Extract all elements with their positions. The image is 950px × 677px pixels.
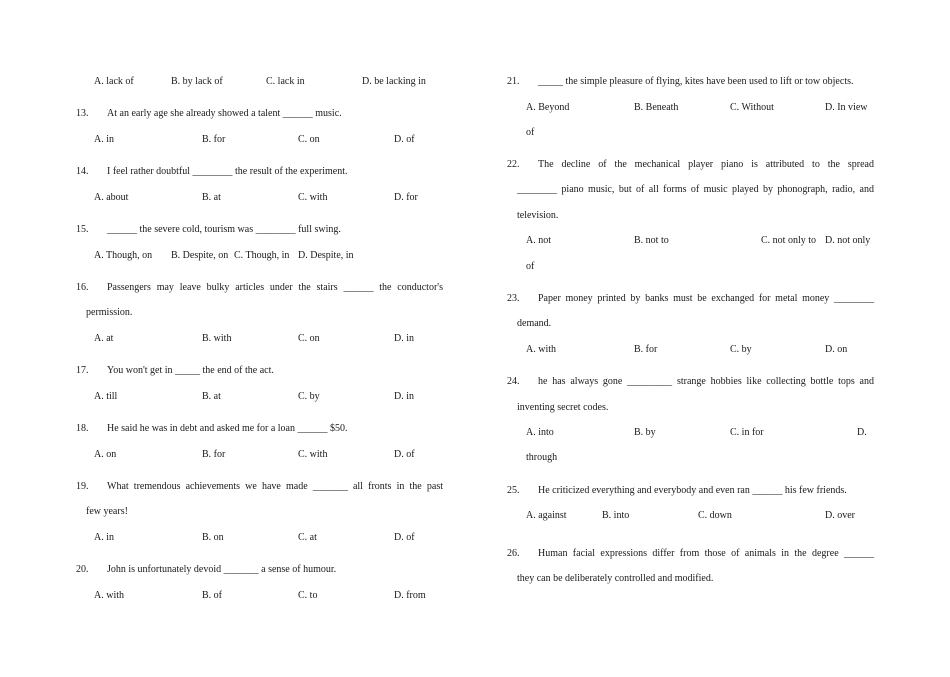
question-number: 14. bbox=[76, 166, 89, 177]
option-b: B. by lack of bbox=[171, 76, 223, 87]
option-a: A. Though, on bbox=[94, 250, 153, 261]
option-b: B. for bbox=[202, 134, 226, 145]
option-c: C. by bbox=[730, 344, 752, 355]
option-d: D. be lacking in bbox=[362, 76, 426, 87]
option-c: C. to bbox=[298, 590, 318, 601]
option-a: A. with bbox=[526, 344, 556, 355]
option-d: D. not only bbox=[825, 235, 871, 246]
option-b: B. at bbox=[202, 391, 221, 402]
option-d: D. In view bbox=[825, 102, 868, 113]
option-a: A. at bbox=[94, 333, 114, 344]
question-number: 16. bbox=[76, 282, 89, 293]
question-text: You won't get in _____ the end of the act. bbox=[107, 365, 274, 376]
question-text: ______ the severe cold, tourism was ________ full swing. bbox=[107, 224, 341, 235]
question-number: 18. bbox=[76, 423, 89, 434]
option-b: B. of bbox=[202, 590, 222, 601]
question-text: he has always gone _________ strange hobbies like collecting bottle tops and bbox=[538, 376, 874, 387]
option-a: A. lack of bbox=[94, 76, 134, 87]
question-number: 24. bbox=[507, 376, 520, 387]
option-c: C. Without bbox=[730, 102, 774, 113]
option-a: A. in bbox=[94, 532, 114, 543]
option-b: B. Beneath bbox=[634, 102, 679, 113]
option-a: A. on bbox=[94, 449, 117, 460]
option-a: A. with bbox=[94, 590, 124, 601]
question-text: _____ the simple pleasure of flying, kites have been used to lift or tow objects. bbox=[538, 76, 854, 87]
option-a: A. till bbox=[94, 391, 118, 402]
question-number: 26. bbox=[507, 548, 520, 559]
question-number: 15. bbox=[76, 224, 89, 235]
question-text: He criticized everything and everybody and even ran ______ his few friends. bbox=[538, 485, 847, 496]
question-text-continued: television. bbox=[517, 210, 559, 221]
option-c: C. on bbox=[298, 333, 320, 344]
option-d: D. from bbox=[394, 590, 426, 601]
question-number: 20. bbox=[76, 564, 89, 575]
option-a: A. in bbox=[94, 134, 114, 145]
option-a: A. against bbox=[526, 510, 567, 521]
option-c: C. lack in bbox=[266, 76, 305, 87]
question-text: Paper money printed by banks must be exchanged for metal money ________ bbox=[538, 293, 874, 304]
option-d: D. bbox=[857, 427, 867, 438]
option-d: D. over bbox=[825, 510, 855, 521]
option-c: C. by bbox=[298, 391, 320, 402]
question-number: 25. bbox=[507, 485, 520, 496]
question-text: What tremendous achievements we have made _______ all fronts in the past bbox=[107, 481, 443, 492]
question-text: Human facial expressions differ from those of animals in the degree ______ bbox=[538, 548, 874, 559]
option-d: D. Despite, in bbox=[298, 250, 354, 261]
question-text-continued: ________ piano music, but of all forms of music played by phonograph, radio, and bbox=[517, 184, 874, 195]
option-b: B. by bbox=[634, 427, 656, 438]
option-b: B. not to bbox=[634, 235, 669, 246]
option-c: C. at bbox=[298, 532, 317, 543]
question-text-continued: permission. bbox=[86, 307, 133, 318]
option-a: A. about bbox=[94, 192, 129, 203]
option-c: C. in for bbox=[730, 427, 764, 438]
question-text: I feel rather doubtful ________ the result of the experiment. bbox=[107, 166, 348, 177]
option-d-continued: of bbox=[526, 261, 535, 272]
option-c: C. on bbox=[298, 134, 320, 145]
question-text-continued: inventing secret codes. bbox=[517, 402, 609, 413]
option-d: D. in bbox=[394, 391, 414, 402]
option-b: B. Despite, on bbox=[171, 250, 229, 261]
option-b: B. for bbox=[202, 449, 226, 460]
question-number: 23. bbox=[507, 293, 520, 304]
option-d: D. of bbox=[394, 532, 415, 543]
question-text: He said he was in debt and asked me for a loan ______ $50. bbox=[107, 423, 348, 434]
option-d: D. of bbox=[394, 449, 415, 460]
option-d: D. on bbox=[825, 344, 848, 355]
question-text-continued: few years! bbox=[86, 506, 128, 517]
option-d: D. for bbox=[394, 192, 418, 203]
question-number: 21. bbox=[507, 76, 520, 87]
option-d-continued: through bbox=[526, 452, 558, 463]
question-text: At an early age she already showed a talent ______ music. bbox=[107, 108, 342, 119]
option-c: C. with bbox=[298, 449, 328, 460]
question-text: The decline of the mechanical player piano is attributed to the spread bbox=[538, 159, 874, 170]
option-b: B. with bbox=[202, 333, 232, 344]
option-d-continued: of bbox=[526, 127, 535, 138]
option-a: A. into bbox=[526, 427, 554, 438]
question-number: 17. bbox=[76, 365, 89, 376]
question-text-continued: they can be deliberately controlled and modified. bbox=[517, 573, 714, 584]
question-text: Passengers may leave bulky articles under the stairs ______ the conductor's bbox=[107, 282, 443, 293]
option-c: C. down bbox=[698, 510, 732, 521]
option-a: A. not bbox=[526, 235, 551, 246]
question-text: John is unfortunately devoid _______ a sense of humour. bbox=[107, 564, 337, 575]
option-c: C. not only to bbox=[761, 235, 817, 246]
option-c: C. Though, in bbox=[234, 250, 290, 261]
option-b: B. for bbox=[634, 344, 658, 355]
option-b: B. on bbox=[202, 532, 224, 543]
option-b: B. into bbox=[602, 510, 630, 521]
option-d: D. in bbox=[394, 333, 414, 344]
option-c: C. with bbox=[298, 192, 328, 203]
option-b: B. at bbox=[202, 192, 221, 203]
option-d: D. of bbox=[394, 134, 415, 145]
question-number: 22. bbox=[507, 159, 520, 170]
question-number: 13. bbox=[76, 108, 89, 119]
question-text-continued: demand. bbox=[517, 318, 552, 329]
question-number: 19. bbox=[76, 481, 89, 492]
option-a: A. Beyond bbox=[526, 102, 570, 113]
